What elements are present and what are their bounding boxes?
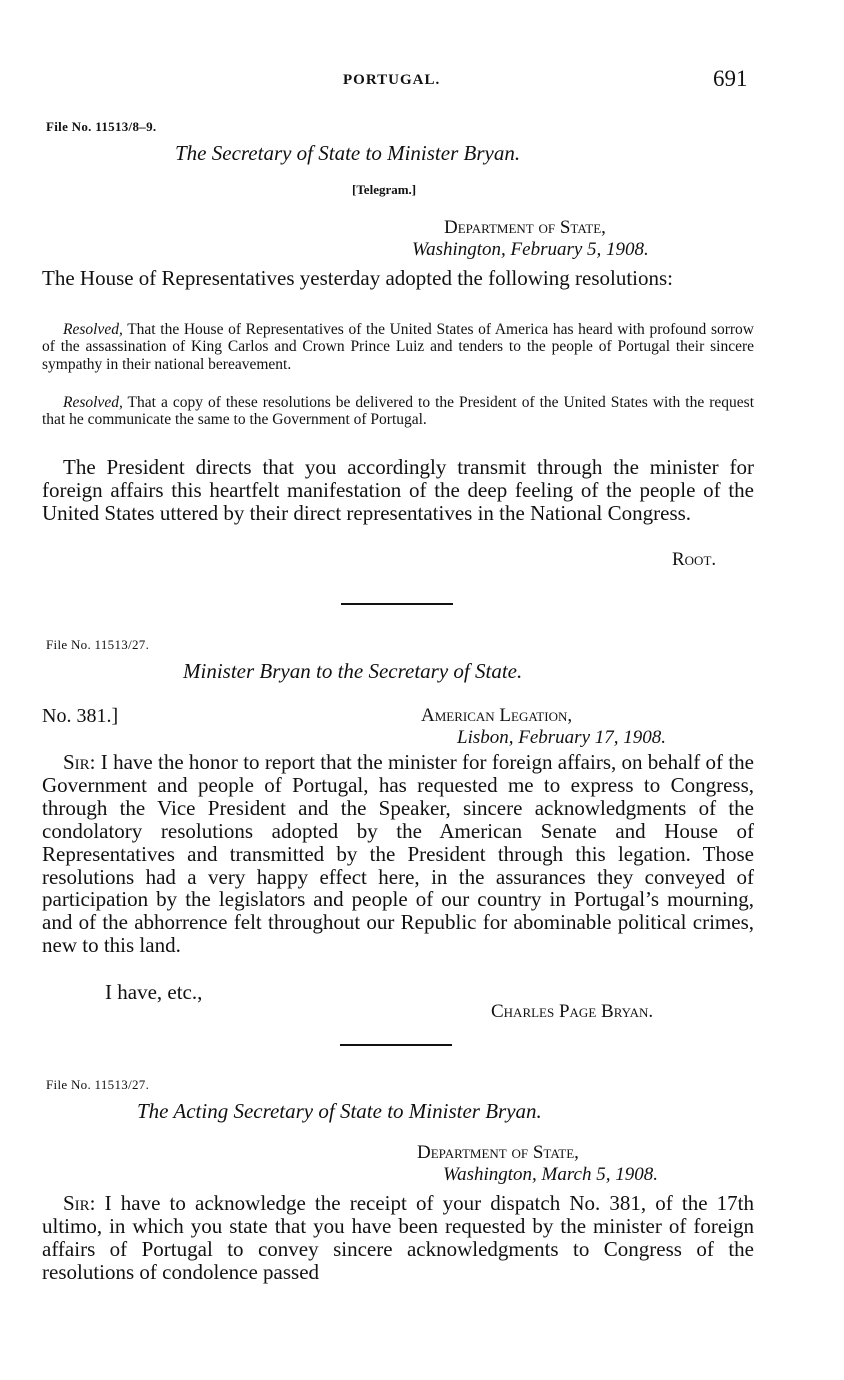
telegram-label: [Telegram.] [352,182,417,197]
resolution-1-text: That the House of Representatives of the United States of America has heard with profound sorrow of the assassination of King Carlos and Crown Prince Luiz and tenders to the people of Portugal their sincere sympathy in their national bereavement. [42,321,754,373]
page-number: 691 [713,66,748,91]
dispatch-number: No. 381.] [42,705,119,727]
salutation: Sir: [63,1191,96,1215]
file-number: File No. 11513/27. [46,637,150,652]
letter-text: I have the honor to report that the minister for foreign affairs, on behalf of the Government and people of Portugal, has requested me to express to Congress, through the Vice President and the Speaker, sincere acknowledgments of the condolatory resolutions adopted by the American Senate and House of Representatives and transmitted by the President through this legation. Those resolutions had a very happy effect here, in the assurances they conveyed of participation by the legislators and people of our country in Portugal’s mourning, and of the abhorrence felt throughout our Republic for abominable political crimes, new to this land. [42,750,754,958]
dateline-department: Department of State, [444,217,606,238]
document-heading: Minister Bryan to the Secretary of State. [183,659,523,683]
letter-body [42,751,754,957]
dateline-legation: American Legation, [421,705,573,726]
resolved-label: Resolved, [63,321,123,338]
letter-body [42,1192,754,1284]
dateline-place-date: Washington, February 5, 1908. [412,239,649,260]
file-number: File No. 11513/27. [46,1077,150,1092]
salutation: Sir: [63,750,96,774]
body-paragraph: The President directs that you accordingly transmit through the minister for foreign affairs this heartfelt manifestation of the deep feeling of the people of the United States uttered by their direct representatives in the National Congress. [42,455,754,525]
document-heading: The Acting Secretary of State to Minister Bryan. [137,1099,542,1123]
resolution-2 [42,394,754,429]
resolution-1 [42,321,754,373]
closing: I have, etc., [105,980,203,1004]
file-number: File No. 11513/8–9. [46,119,157,134]
letter-text: I have to acknowledge the receipt of your dispatch No. 381, of the 17th ultimo, in which you state that you have been requested by the minister of foreign affairs of Portugal to convey sincere acknowledgments to Congress of the resolutions of condolence passed [42,1191,754,1284]
dateline-place-date: Washington, March 5, 1908. [443,1164,658,1185]
resolution-2-text: That a copy of these resolutions be delivered to the President of the United States with the request that he communicate the same to the Government of Portugal. [42,394,754,429]
document-heading: The Secretary of State to Minister Bryan. [175,141,521,165]
dateline-place-date: Lisbon, February 17, 1908. [457,727,666,748]
intro-paragraph: The House of Representatives yesterday adopted the following resolutions: [42,266,674,290]
dateline-department: Department of State, [417,1142,579,1163]
running-head: PORTUGAL. [343,72,441,88]
signature: Root. [672,549,717,570]
resolved-label: Resolved, [63,394,123,411]
section-divider [341,603,453,605]
signature: Charles Page Bryan. [491,1001,654,1022]
section-divider [340,1044,452,1046]
